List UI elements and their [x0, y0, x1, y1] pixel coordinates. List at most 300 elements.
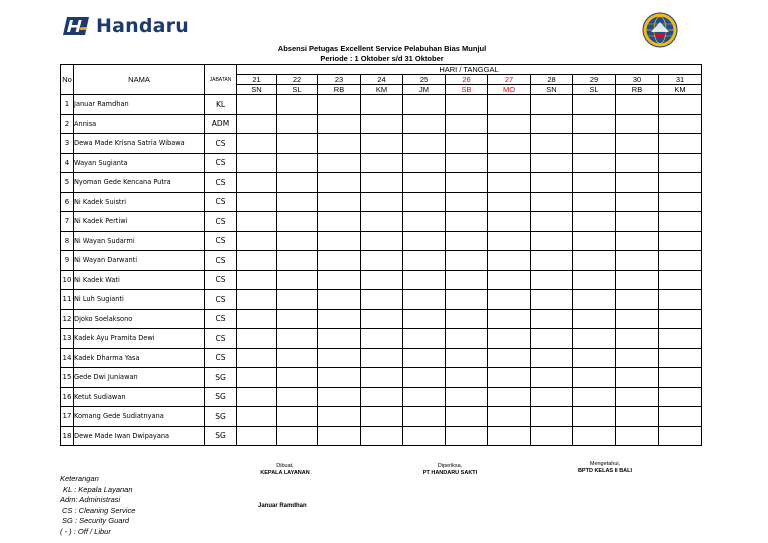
employee-role: CS: [205, 153, 237, 173]
attendance-cell[interactable]: [318, 368, 361, 388]
attendance-cell[interactable]: [237, 231, 277, 251]
attendance-cell[interactable]: [616, 114, 659, 134]
attendance-cell[interactable]: [659, 270, 702, 290]
employee-name: Nyoman Gede Kencana Putra: [74, 173, 205, 193]
signature-approved: [560, 461, 650, 475]
table-row: [61, 153, 702, 173]
attendance-cell[interactable]: [531, 231, 573, 251]
attendance-cell[interactable]: [361, 95, 403, 115]
date-header-cell: 24: [361, 75, 403, 85]
attendance-cell[interactable]: [361, 212, 403, 232]
attendance-cell[interactable]: [277, 114, 318, 134]
attendance-cell[interactable]: [531, 368, 573, 388]
attendance-cell[interactable]: [446, 231, 488, 251]
attendance-cell[interactable]: [573, 153, 616, 173]
attendance-cell[interactable]: [277, 173, 318, 193]
legend-item: SG : Security Guard: [62, 516, 130, 525]
attendance-cell[interactable]: [446, 192, 488, 212]
day-header-cell: SN: [531, 85, 573, 95]
attendance-cell[interactable]: [403, 348, 446, 368]
attendance-cell[interactable]: [616, 426, 659, 446]
attendance-cell[interactable]: [488, 270, 531, 290]
attendance-cell[interactable]: [616, 95, 659, 115]
employee-name: Gede Dwi Juniawan: [74, 368, 205, 388]
attendance-cell[interactable]: [403, 231, 446, 251]
attendance-cell[interactable]: [403, 368, 446, 388]
attendance-cell[interactable]: [488, 329, 531, 349]
checked-label: Diperiksa,: [437, 463, 463, 469]
row-number: 12: [61, 309, 74, 329]
employee-name: Dewa Made Krisna Satria Wibawa: [74, 134, 205, 154]
employee-name: Kadek Ayu Pramita Dewi: [74, 329, 205, 349]
attendance-cell[interactable]: [488, 153, 531, 173]
attendance-cell[interactable]: [277, 270, 318, 290]
row-number: 3: [61, 134, 74, 154]
attendance-cell[interactable]: [446, 114, 488, 134]
employee-name: Annisa: [74, 114, 205, 134]
employee-name: Komang Gede Sudiatnyana: [74, 407, 205, 427]
attendance-cell[interactable]: [361, 348, 403, 368]
attendance-cell[interactable]: [573, 407, 616, 427]
employee-role: CS: [205, 348, 237, 368]
attendance-cell[interactable]: [616, 290, 659, 310]
attendance-cell[interactable]: [318, 114, 361, 134]
attendance-cell[interactable]: [446, 407, 488, 427]
made-by-title: KEPALA LAYANAN: [260, 470, 310, 476]
employee-name: Ni Kadek Suistri: [74, 192, 205, 212]
attendance-cell[interactable]: [318, 309, 361, 329]
attendance-cell[interactable]: [237, 407, 277, 427]
attendance-cell[interactable]: [277, 192, 318, 212]
employee-name: Ni Wayan Darwanti: [74, 251, 205, 271]
col-header-nama: NAMA: [74, 65, 205, 95]
attendance-cell[interactable]: [531, 329, 573, 349]
attendance-cell[interactable]: [488, 212, 531, 232]
made-by-name: Januar Ramdhan: [258, 503, 307, 509]
attendance-cell[interactable]: [237, 114, 277, 134]
attendance-cell[interactable]: [361, 134, 403, 154]
attendance-cell[interactable]: [616, 231, 659, 251]
attendance-cell[interactable]: [531, 290, 573, 310]
table-row: [61, 368, 702, 388]
table-row: [61, 251, 702, 271]
date-header-cell: 21: [237, 75, 277, 85]
attendance-cell[interactable]: [237, 212, 277, 232]
table-row: [61, 309, 702, 329]
attendance-cell[interactable]: [659, 407, 702, 427]
row-number: 4: [61, 153, 74, 173]
date-header-cell: 28: [531, 75, 573, 85]
employee-name: Ni Kadek Pertiwi: [74, 212, 205, 232]
handaru-logo: [61, 14, 189, 38]
day-header-cell: SL: [573, 85, 616, 95]
attendance-cell[interactable]: [616, 329, 659, 349]
day-header-cell: SL: [277, 85, 318, 95]
attendance-cell[interactable]: [616, 270, 659, 290]
employee-name: Djoko Soelaksono: [74, 309, 205, 329]
attendance-cell[interactable]: [531, 173, 573, 193]
attendance-cell[interactable]: [403, 329, 446, 349]
attendance-cell[interactable]: [361, 231, 403, 251]
attendance-cell[interactable]: [531, 348, 573, 368]
employee-role: SG: [205, 368, 237, 388]
attendance-cell[interactable]: [659, 368, 702, 388]
employee-role: CS: [205, 134, 237, 154]
attendance-cell[interactable]: [659, 231, 702, 251]
attendance-cell[interactable]: [277, 134, 318, 154]
attendance-cell[interactable]: [659, 114, 702, 134]
attendance-cell[interactable]: [659, 134, 702, 154]
employee-role: SG: [205, 407, 237, 427]
attendance-cell[interactable]: [531, 309, 573, 329]
attendance-cell[interactable]: [488, 251, 531, 271]
attendance-cell[interactable]: [531, 407, 573, 427]
attendance-cell[interactable]: [277, 231, 318, 251]
attendance-cell[interactable]: [531, 212, 573, 232]
employee-name: Ketut Sudiawan: [74, 387, 205, 407]
employee-name: Kadek Dharma Yasa: [74, 348, 205, 368]
attendance-cell[interactable]: [277, 329, 318, 349]
employee-name: Ni Luh Sugianti: [74, 290, 205, 310]
legend-item: ( - ) : Off / Libur: [60, 526, 111, 536]
attendance-cell[interactable]: [488, 426, 531, 446]
attendance-cell[interactable]: [446, 212, 488, 232]
attendance-cell[interactable]: [573, 329, 616, 349]
employee-role: CS: [205, 290, 237, 310]
attendance-cell[interactable]: [616, 173, 659, 193]
attendance-cell[interactable]: [237, 387, 277, 407]
attendance-cell[interactable]: [403, 114, 446, 134]
table-row: [61, 173, 702, 193]
row-number: 11: [61, 290, 74, 310]
attendance-cell[interactable]: [531, 426, 573, 446]
attendance-cell[interactable]: [659, 348, 702, 368]
attendance-cell[interactable]: [277, 153, 318, 173]
attendance-cell[interactable]: [361, 426, 403, 446]
handaru-logo-icon: [61, 15, 91, 37]
attendance-cell[interactable]: [616, 212, 659, 232]
brand-name: Handaru: [96, 15, 189, 37]
attendance-cell[interactable]: [318, 153, 361, 173]
date-header-cell: 22: [277, 75, 318, 85]
attendance-cell[interactable]: [237, 309, 277, 329]
attendance-cell[interactable]: [573, 192, 616, 212]
attendance-cell[interactable]: [488, 134, 531, 154]
attendance-cell[interactable]: [361, 270, 403, 290]
attendance-cell[interactable]: [488, 95, 531, 115]
employee-name: Ni Kadek Wati: [74, 270, 205, 290]
attendance-cell[interactable]: [318, 329, 361, 349]
attendance-cell[interactable]: [277, 348, 318, 368]
attendance-cell[interactable]: [403, 407, 446, 427]
attendance-cell[interactable]: [446, 368, 488, 388]
attendance-cell[interactable]: [361, 251, 403, 271]
date-header-cell: 30: [616, 75, 659, 85]
attendance-cell[interactable]: [659, 192, 702, 212]
table-row: [61, 114, 702, 134]
employee-role: CS: [205, 231, 237, 251]
attendance-cell[interactable]: [616, 387, 659, 407]
table-row: [61, 290, 702, 310]
attendance-cell[interactable]: [403, 251, 446, 271]
attendance-cell[interactable]: [277, 407, 318, 427]
attendance-cell[interactable]: [277, 368, 318, 388]
attendance-cell[interactable]: [616, 153, 659, 173]
attendance-cell[interactable]: [446, 387, 488, 407]
attendance-cell[interactable]: [237, 290, 277, 310]
row-number: 1: [61, 95, 74, 115]
attendance-cell[interactable]: [573, 387, 616, 407]
attendance-cell[interactable]: [573, 270, 616, 290]
date-header-cell: 31: [659, 75, 702, 85]
col-header-hari-tanggal: HARI / TANGGAL: [237, 65, 702, 75]
attendance-cell[interactable]: [616, 309, 659, 329]
attendance-cell[interactable]: [237, 348, 277, 368]
attendance-cell[interactable]: [531, 114, 573, 134]
attendance-cell[interactable]: [446, 153, 488, 173]
employee-role: CS: [205, 212, 237, 232]
attendance-cell[interactable]: [318, 251, 361, 271]
date-header-cell: 23: [318, 75, 361, 85]
attendance-cell[interactable]: [318, 192, 361, 212]
attendance-cell[interactable]: [318, 212, 361, 232]
attendance-cell[interactable]: [277, 309, 318, 329]
attendance-cell[interactable]: [446, 309, 488, 329]
attendance-cell[interactable]: [446, 348, 488, 368]
attendance-cell[interactable]: [237, 329, 277, 349]
employee-role: SG: [205, 426, 237, 446]
attendance-cell[interactable]: [488, 231, 531, 251]
attendance-cell[interactable]: [237, 173, 277, 193]
signature-checked: [405, 463, 495, 477]
attendance-cell[interactable]: [446, 134, 488, 154]
row-number: 15: [61, 368, 74, 388]
attendance-cell[interactable]: [237, 192, 277, 212]
attendance-cell[interactable]: [277, 290, 318, 310]
attendance-cell[interactable]: [659, 173, 702, 193]
attendance-cell[interactable]: [446, 270, 488, 290]
attendance-cell[interactable]: [531, 134, 573, 154]
legend-item: CS : Cleaning Service: [62, 505, 136, 515]
row-number: 18: [61, 426, 74, 446]
approved-label: Mengetahui,: [589, 461, 621, 467]
legend: [60, 474, 135, 537]
row-number: 6: [61, 192, 74, 212]
attendance-cell[interactable]: [573, 95, 616, 115]
table-row: [61, 426, 702, 446]
employee-role: SG: [205, 387, 237, 407]
employee-role: CS: [205, 270, 237, 290]
attendance-cell[interactable]: [403, 290, 446, 310]
attendance-cell[interactable]: [659, 329, 702, 349]
attendance-cell[interactable]: [616, 348, 659, 368]
legend-item: KL : Kepala Layanan: [63, 484, 133, 494]
attendance-cell[interactable]: [318, 231, 361, 251]
attendance-cell[interactable]: [318, 173, 361, 193]
attendance-cell[interactable]: [403, 192, 446, 212]
attendance-cell[interactable]: [659, 290, 702, 310]
attendance-cell[interactable]: [361, 309, 403, 329]
attendance-cell[interactable]: [361, 173, 403, 193]
attendance-cell[interactable]: [573, 212, 616, 232]
attendance-cell[interactable]: [361, 192, 403, 212]
attendance-cell[interactable]: [403, 153, 446, 173]
legend-title: Keterangan: [60, 474, 99, 483]
attendance-cell[interactable]: [403, 309, 446, 329]
employee-name: Januar Ramdhan: [74, 95, 205, 115]
row-number: 9: [61, 251, 74, 271]
attendance-cell[interactable]: [277, 426, 318, 446]
table-row: [61, 407, 702, 427]
attendance-cell[interactable]: [237, 153, 277, 173]
attendance-cell[interactable]: [488, 114, 531, 134]
attendance-cell[interactable]: [403, 212, 446, 232]
table-row: [61, 270, 702, 290]
attendance-cell[interactable]: [488, 192, 531, 212]
date-header-cell: 27: [488, 75, 531, 85]
col-header-jabatan: JABATAN: [205, 65, 237, 95]
attendance-cell[interactable]: [573, 426, 616, 446]
row-number: 17: [61, 407, 74, 427]
attendance-cell[interactable]: [318, 387, 361, 407]
attendance-cell[interactable]: [616, 251, 659, 271]
attendance-cell[interactable]: [531, 270, 573, 290]
attendance-cell[interactable]: [318, 426, 361, 446]
attendance-cell[interactable]: [361, 290, 403, 310]
attendance-cell[interactable]: [531, 387, 573, 407]
attendance-cell[interactable]: [361, 368, 403, 388]
legend-item: Adm: Administrasi: [60, 495, 121, 504]
attendance-cell[interactable]: [659, 426, 702, 446]
attendance-cell[interactable]: [318, 290, 361, 310]
employee-role: CS: [205, 173, 237, 193]
day-header-cell: KM: [659, 85, 702, 95]
attendance-cell[interactable]: [318, 407, 361, 427]
attendance-cell[interactable]: [403, 426, 446, 446]
attendance-cell[interactable]: [616, 407, 659, 427]
attendance-cell[interactable]: [573, 173, 616, 193]
day-header-cell: SN: [237, 85, 277, 95]
table-row: [61, 231, 702, 251]
row-number: 8: [61, 231, 74, 251]
attendance-cell[interactable]: [573, 114, 616, 134]
attendance-cell[interactable]: [446, 329, 488, 349]
attendance-cell[interactable]: [277, 95, 318, 115]
attendance-cell[interactable]: [659, 251, 702, 271]
attendance-cell[interactable]: [446, 426, 488, 446]
row-number: 7: [61, 212, 74, 232]
attendance-cell[interactable]: [403, 95, 446, 115]
attendance-cell[interactable]: [488, 407, 531, 427]
date-header-cell: 29: [573, 75, 616, 85]
employee-name: Wayan Sugianta: [74, 153, 205, 173]
attendance-cell[interactable]: [573, 290, 616, 310]
attendance-cell[interactable]: [237, 426, 277, 446]
employee-role: CS: [205, 329, 237, 349]
attendance-cell[interactable]: [318, 348, 361, 368]
document-title: Absensi Petugas Excellent Service Pelabuhan Bias Munjul: [277, 44, 487, 53]
attendance-cell[interactable]: [446, 290, 488, 310]
attendance-cell[interactable]: [237, 368, 277, 388]
attendance-cell[interactable]: [573, 231, 616, 251]
table-row: [61, 387, 702, 407]
attendance-cell[interactable]: [361, 153, 403, 173]
row-number: 5: [61, 173, 74, 193]
attendance-cell[interactable]: [616, 134, 659, 154]
attendance-cell[interactable]: [616, 368, 659, 388]
employee-name: Dewe Made Iwan Dwipayana: [74, 426, 205, 446]
attendance-cell[interactable]: [659, 153, 702, 173]
attendance-cell[interactable]: [446, 173, 488, 193]
attendance-cell[interactable]: [403, 270, 446, 290]
attendance-cell[interactable]: [361, 329, 403, 349]
attendance-cell[interactable]: [573, 368, 616, 388]
attendance-cell[interactable]: [531, 153, 573, 173]
attendance-cell[interactable]: [361, 387, 403, 407]
attendance-cell[interactable]: [237, 251, 277, 271]
attendance-cell[interactable]: [659, 95, 702, 115]
attendance-cell[interactable]: [531, 95, 573, 115]
row-number: 13: [61, 329, 74, 349]
attendance-cell[interactable]: [573, 134, 616, 154]
attendance-cell[interactable]: [403, 134, 446, 154]
attendance-cell[interactable]: [659, 387, 702, 407]
attendance-cell[interactable]: [237, 95, 277, 115]
attendance-cell[interactable]: [446, 95, 488, 115]
attendance-cell[interactable]: [237, 270, 277, 290]
attendance-cell[interactable]: [277, 387, 318, 407]
attendance-cell[interactable]: [659, 309, 702, 329]
attendance-cell[interactable]: [318, 134, 361, 154]
day-header-cell: RB: [616, 85, 659, 95]
attendance-cell[interactable]: [488, 387, 531, 407]
attendance-cell[interactable]: [573, 348, 616, 368]
date-header-cell: 25: [403, 75, 446, 85]
attendance-cell[interactable]: [659, 212, 702, 232]
made-by-label: Dibuat,: [276, 463, 294, 469]
attendance-cell[interactable]: [318, 95, 361, 115]
table-row: [61, 212, 702, 232]
attendance-cell[interactable]: [531, 251, 573, 271]
attendance-cell[interactable]: [488, 348, 531, 368]
date-header-cell: 26: [446, 75, 488, 85]
day-header-cell: KM: [361, 85, 403, 95]
attendance-cell[interactable]: [488, 290, 531, 310]
table-row: [61, 348, 702, 368]
attendance-cell[interactable]: [488, 368, 531, 388]
attendance-cell[interactable]: [361, 407, 403, 427]
attendance-cell[interactable]: [403, 173, 446, 193]
attendance-cell[interactable]: [446, 251, 488, 271]
attendance-cell[interactable]: [237, 134, 277, 154]
attendance-cell[interactable]: [403, 387, 446, 407]
attendance-cell[interactable]: [488, 309, 531, 329]
attendance-cell[interactable]: [573, 309, 616, 329]
day-header-cell: JM: [403, 85, 446, 95]
attendance-cell[interactable]: [277, 251, 318, 271]
attendance-cell[interactable]: [531, 192, 573, 212]
employee-name: Ni Wayan Sudarmi: [74, 231, 205, 251]
employee-role: ADM: [205, 114, 237, 134]
attendance-cell[interactable]: [488, 173, 531, 193]
attendance-cell[interactable]: [277, 212, 318, 232]
attendance-cell[interactable]: [616, 192, 659, 212]
attendance-cell[interactable]: [318, 270, 361, 290]
document-period: Periode : 1 Oktober s/d 31 Oktober: [320, 54, 444, 63]
attendance-cell[interactable]: [573, 251, 616, 271]
table-row: [61, 329, 702, 349]
attendance-cell[interactable]: [361, 114, 403, 134]
